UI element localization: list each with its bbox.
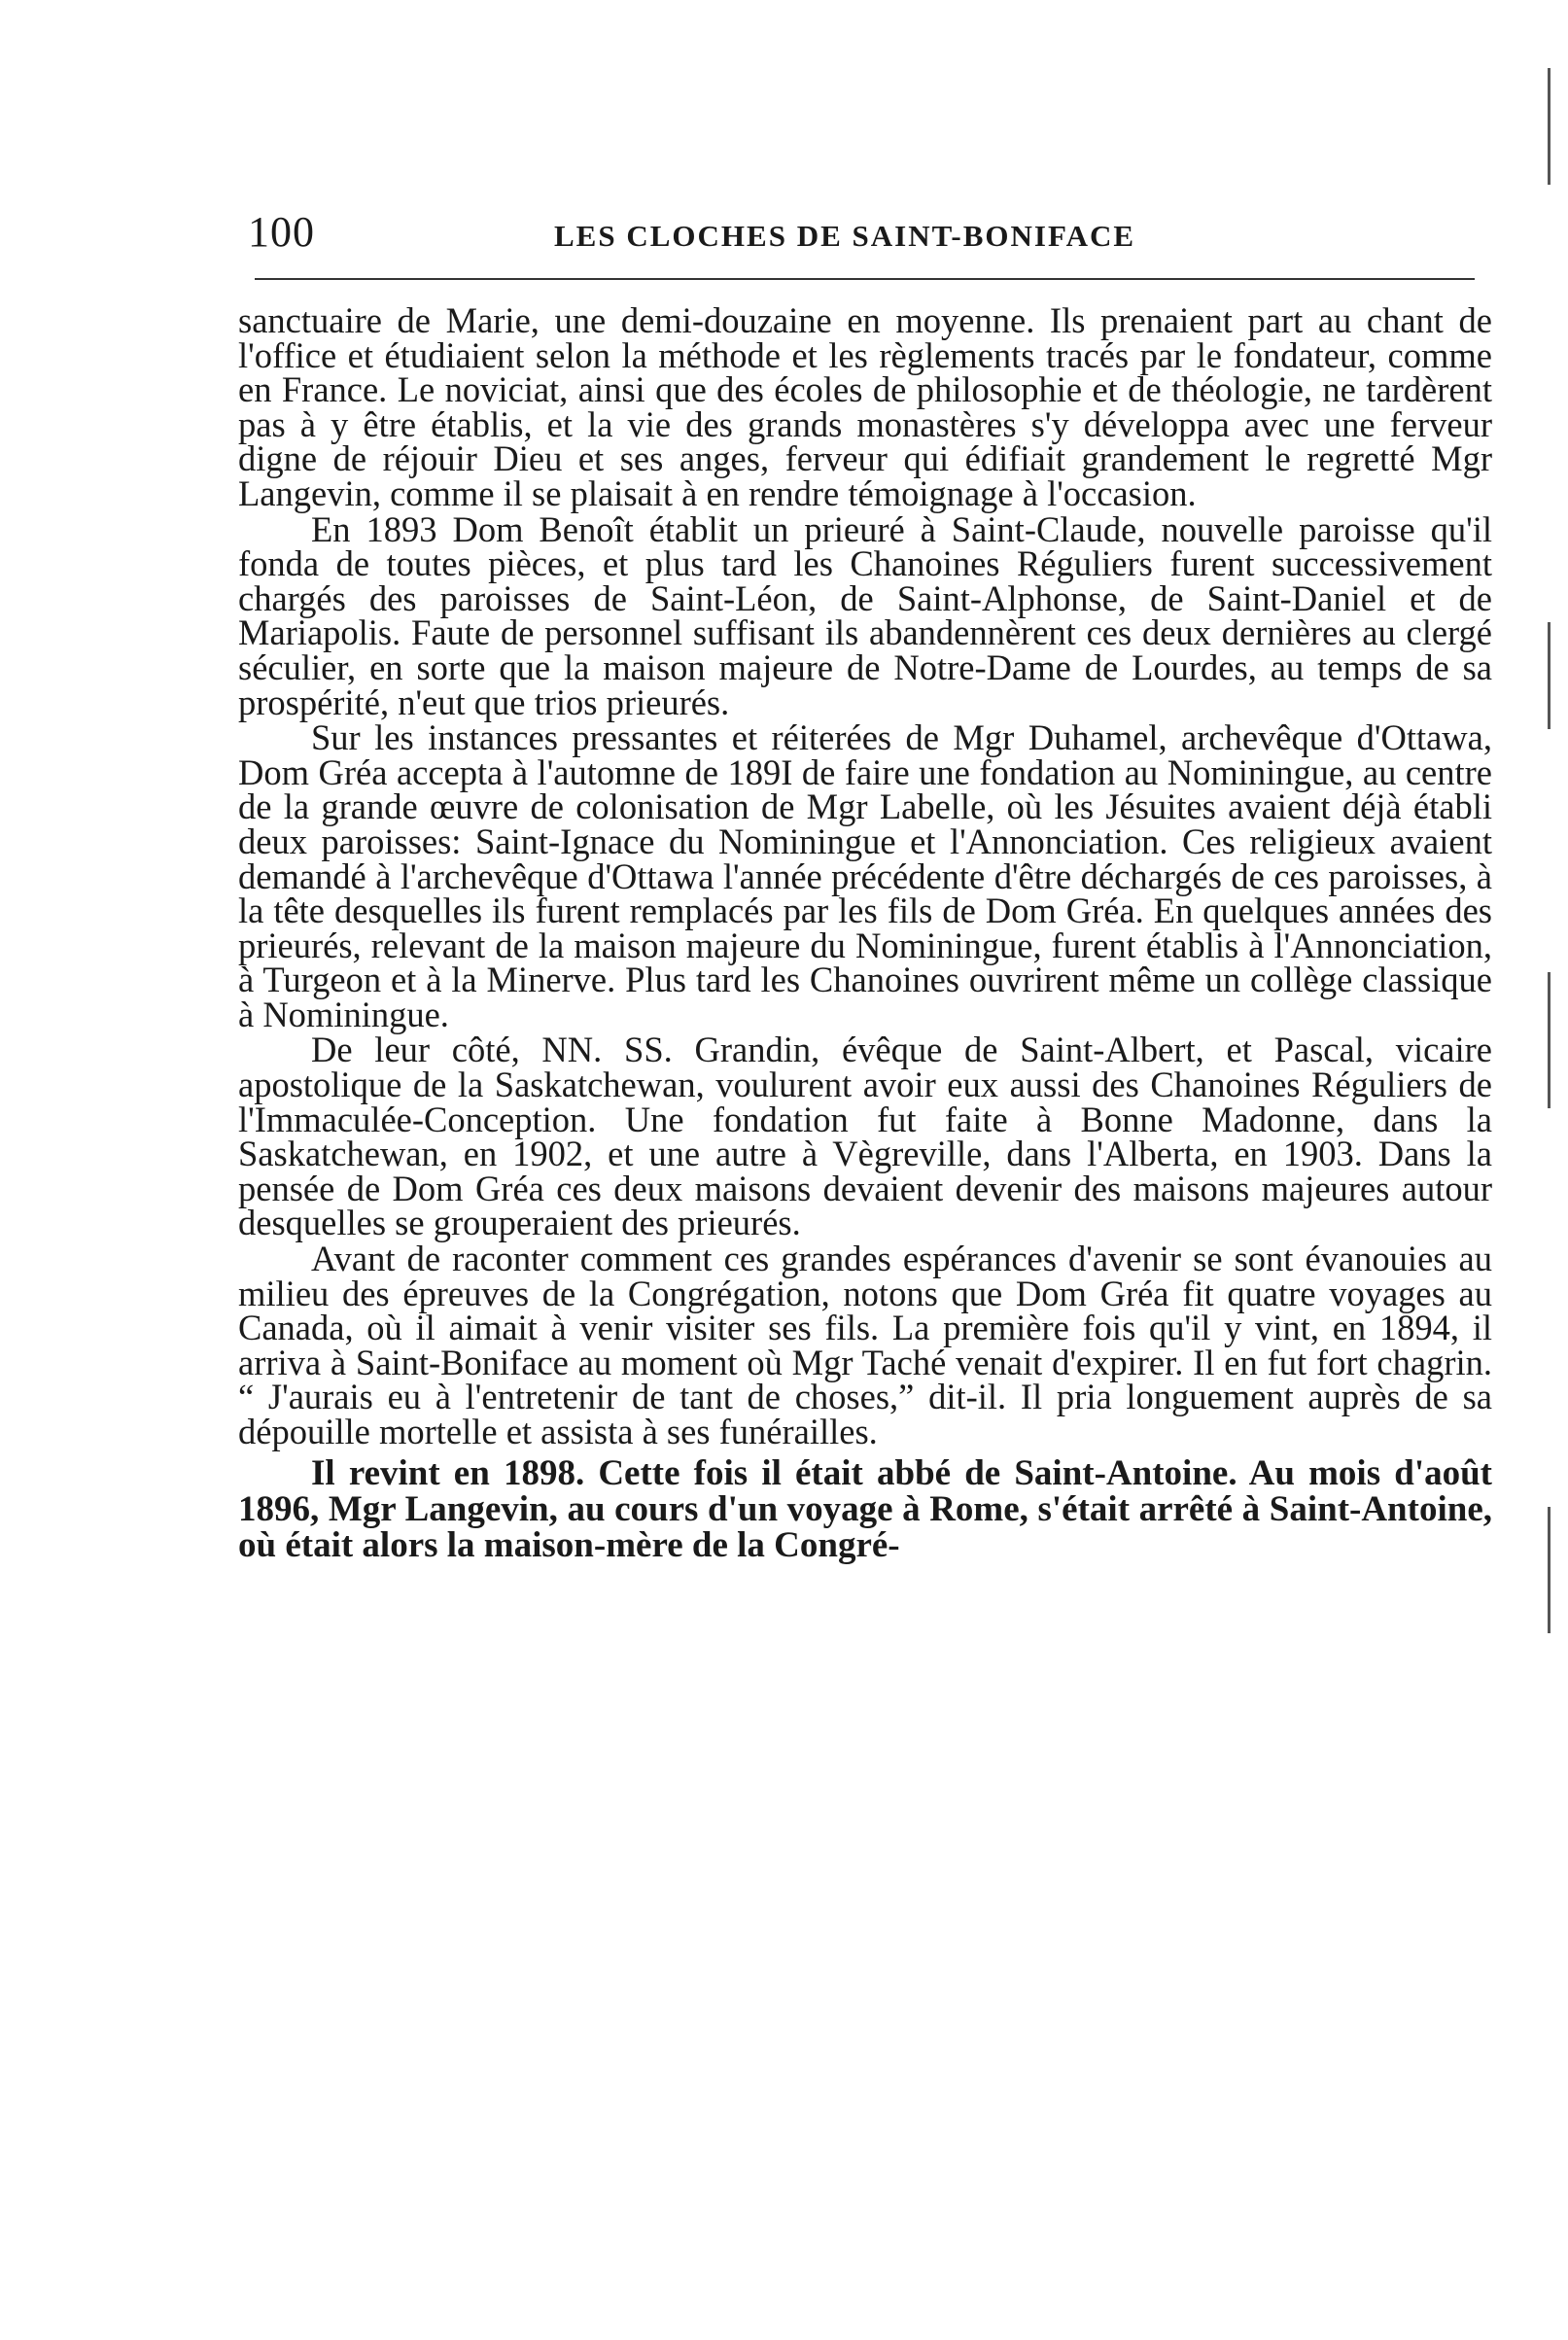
scan-edge-mark [1548, 622, 1551, 729]
paragraph-3: Sur les instances pressantes et réiterées de Mgr Duhamel, archevêque d'Ottawa, Dom Gréa accepta à l'automne de 189I de faire une fondation au Nominingue, au centre de la grande œuvre de colonisation de Mgr Labelle, où les Jésuites avaient déjà établi deux paroisses: Saint-Ignace du Nominingue et l'Annonciation. Ces religieux avaient demandé à l'archevêque d'Ottawa l'année précédente d'être déchargés de ces paroisses, à la tête desquelles ils furent remplacés par les fils de Dom Gréa. En quelques années des prieurés, relevant de la maison majeure du Nominingue, furent établis à l'Annonciation, à Turgeon et à la Minerve. Plus tard les Chanoines ouvrirent même un collège classique à Nominingue. [238, 717, 1492, 1034]
scan-edge-mark [1548, 972, 1551, 1108]
running-title: LES CLOCHES DE SAINT-BONIFACE [554, 219, 1136, 253]
paragraph-4: De leur côté, NN. SS. Grandin, évêque de Saint-Albert, et Pascal, vicaire apostolique de la Saskatchewan, voulurent avoir eux aussi des Chanoines Réguliers de l'Immaculée-Conception. Une fondation fut faite à Bonne Madonne, dans la Saskatchewan, en 1902, et une autre à Vègreville, dans l'Alberta, en 1903. Dans la pensée de Dom Gréa ces deux maisons devaient devenir des maisons majeures autour desquelles se grouperaient des prieurés. [238, 1030, 1492, 1243]
paragraph-5: Avant de raconter comment ces grandes espérances d'avenir se sont évanouies au milieu des épreuves de la Congrégation, notons que Dom Gréa fit quatre voyages au Canada, où il aimait à venir visiter ses fils. La première fois qu'il y vint, en 1894, il arriva à Saint-Boniface au moment où Mgr Taché venait d'expirer. Il en fut fort chagrin. “ J'aurais eu à l'entretenir de tant de choses,” dit-il. Il pria longuement auprès de sa dépouille mortelle et assista à ses funérailles. [238, 1239, 1492, 1451]
page-header [248, 199, 1473, 267]
paragraph-2: En 1893 Dom Benoît établit un prieuré à Saint-Claude, nouvelle paroisse qu'il fonda de toutes pièces, et plus tard les Chanoines Réguliers furent successivement chargés des paroisses de Saint-Léon, de Saint-Alphonse, de Saint-Daniel et de Mariapolis. Faute de personnel suffisant ils abandennèrent ces deux dernières au clergé séculier, en sorte que la maison majeure de Notre-Dame de Lourdes, au temps de sa prospérité, n'eut que trios prieurés. [238, 508, 1492, 722]
scan-edge-mark [1548, 1507, 1551, 1633]
scan-edge-mark [1548, 68, 1551, 185]
paragraph-1: sanctuaire de Marie, une demi-douzaine en moyenne. Ils prenaient part au chant de l'office et étudiaient selon la méthode et les règlements tracés par le fondateur, comme en France. Le noviciat, ainsi que des écoles de philosophie et de théologie, ne tardèrent pas à y être établis, et la vie des grands monastères s'y développa avec une ferveur digne de réjouir Dieu et ses anges, ferveur qui édifiait grandement le regretté Mgr Langevin, comme il se plaisait à en rendre témoignage à l'occasion. [238, 300, 1492, 513]
page-number: 100 [248, 208, 315, 256]
paragraph-6: Il revint en 1898. Cette fois il était abbé de Saint-Antoine. Au mois d'août 1896, Mgr Langevin, au cours d'un voyage à Rome, s'était arrêté à Saint-Antoine, où était alors la maison-mère de la Congré- [238, 1452, 1492, 1565]
body-text [238, 300, 1492, 1565]
header-rule [255, 278, 1475, 280]
